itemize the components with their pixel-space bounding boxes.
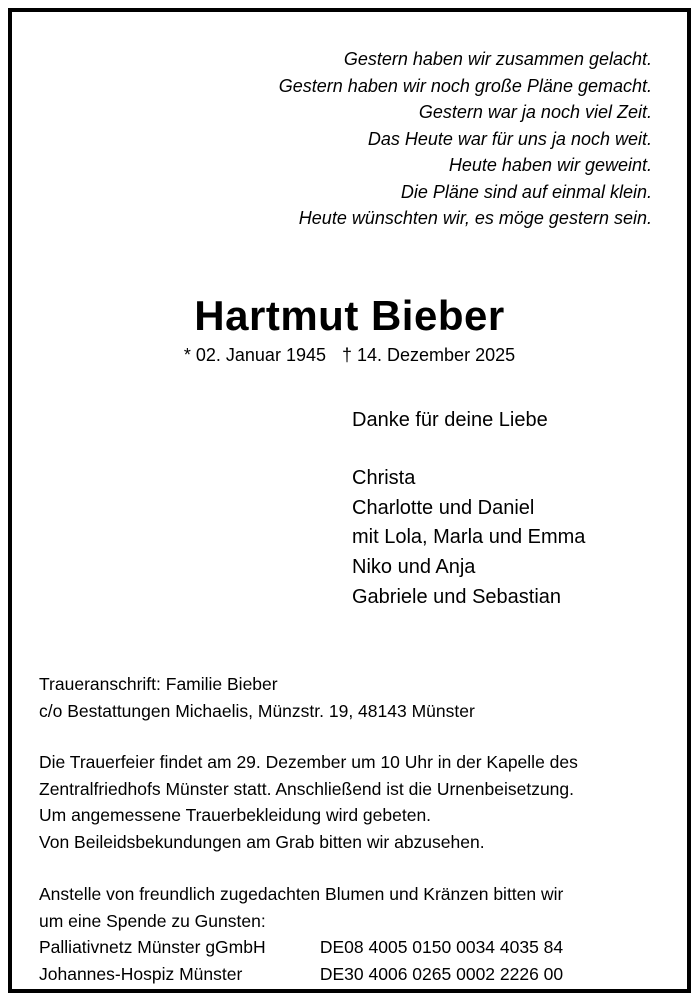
poem-line: Gestern haben wir noch große Pläne gemacht. <box>278 75 652 96</box>
deceased-name: Hartmut Bieber <box>194 292 505 339</box>
bank-account-holder: Johannes-Hospiz Münster <box>39 963 243 984</box>
poem-line: Die Pläne sind auf einmal klein. <box>400 181 652 202</box>
family-member: Gabriele und Sebastian <box>352 585 562 608</box>
bank-account-holder: Palliativnetz Münster gGmbH <box>39 937 266 957</box>
ceremony-line: Die Trauerfeier findet am 29. Dezember um 10 Uhr in der Kapelle des <box>39 752 578 772</box>
address-line: Traueranschrift: Familie Bieber <box>39 674 278 694</box>
donation-intro-line: Anstelle von freundlich zugedachten Blumen und Kränzen bitten wir <box>39 884 564 904</box>
poem <box>279 46 652 232</box>
family-member: Niko und Anja <box>352 556 476 579</box>
donation-info <box>39 881 563 987</box>
poem-line: Das Heute war für uns ja noch weit. <box>367 128 652 149</box>
family-member: Christa <box>352 467 416 489</box>
bank-account-row <box>39 934 563 961</box>
bank-account-row <box>39 961 563 988</box>
ceremony-info <box>39 749 578 855</box>
death-date: † 14. Dezember 2025 <box>342 345 516 365</box>
family-member: mit Lola, Marla und Emma <box>352 526 586 549</box>
family-list <box>352 464 585 613</box>
poem-line: Gestern war ja noch viel Zeit. <box>418 102 652 122</box>
poem-line: Heute wünschten wir, es möge gestern sein. <box>298 208 652 228</box>
poem-line: Gestern haben wir zusammen gelacht. <box>343 49 652 69</box>
mourning-address <box>39 671 475 724</box>
bank-account-iban: DE08 4005 0150 0034 4035 84 <box>319 937 564 957</box>
family-member: Charlotte und Daniel <box>352 496 535 519</box>
address-line: c/o Bestattungen Michaelis, Münzstr. 19, 48143 Münster <box>39 700 475 721</box>
ceremony-line: Um angemessene Trauerbekleidung wird gebeten. <box>39 805 432 825</box>
ceremony-line: Zentralfriedhofs Münster statt. Anschließend ist die Urnenbeisetzung. <box>39 778 574 799</box>
ceremony-line: Von Beileidsbekundungen am Grab bitten wir abzusehen. <box>39 831 485 852</box>
thanks-line: Danke für deine Liebe <box>352 409 548 431</box>
poem-line: Heute haben wir geweint. <box>448 155 652 175</box>
life-dates <box>12 343 687 367</box>
donation-intro-line: um eine Spende zu Gunsten: <box>39 910 266 931</box>
bank-account-iban: DE30 4006 0265 0002 2226 00 <box>319 963 564 984</box>
birth-date: * 02. Januar 1945 <box>183 345 326 365</box>
obituary-frame <box>8 8 691 993</box>
